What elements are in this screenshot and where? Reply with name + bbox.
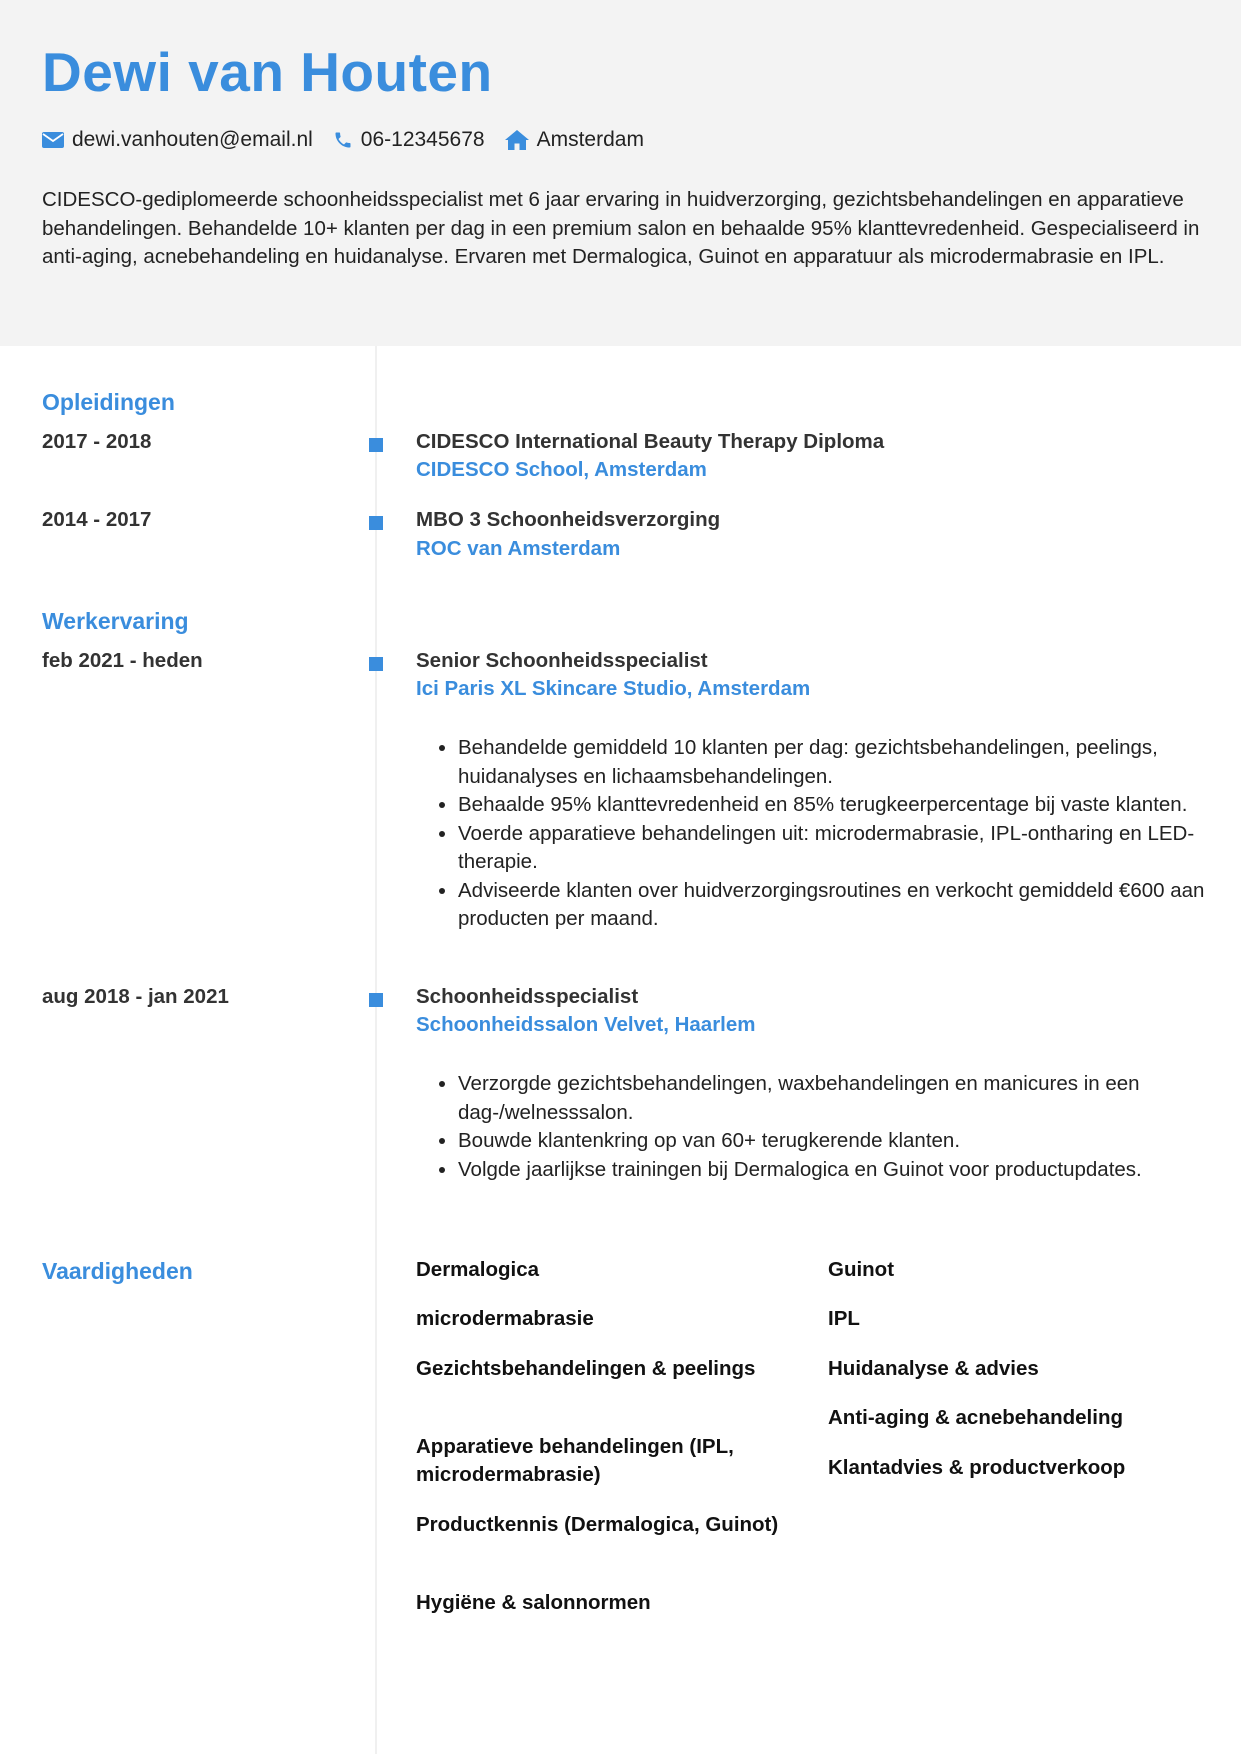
timeline-marker bbox=[369, 438, 383, 452]
bullet-item: • Verzorgde gezichtsbehandelingen, waxbehandelingen en manicures in een dag-/welnesssalon. bbox=[458, 1070, 1238, 1127]
timeline-marker bbox=[369, 993, 383, 1007]
email-text: dewi.vanhouten@email.nl bbox=[72, 128, 313, 151]
phone-text: 06-12345678 bbox=[360, 128, 485, 151]
skill-item: Guinot bbox=[828, 1258, 895, 1281]
education-title: MBO 3 Schoonheidsverzorging bbox=[416, 508, 721, 531]
timeline-divider bbox=[375, 346, 377, 1754]
job-title: Senior Schoonheidsspecialist bbox=[416, 649, 708, 672]
bullet-item: • Voerde apparatieve behandelingen uit: microdermabrasie, IPL-ontharing en LED-therapie. bbox=[458, 820, 1238, 877]
skill-item: Anti-aging & acnebehandeling bbox=[828, 1406, 1123, 1429]
timeline-marker bbox=[369, 516, 383, 530]
section-title-experience: Werkervaring bbox=[42, 608, 189, 634]
bullet-item: • Volgde jaarlijkse trainingen bij Dermalogica en Guinot voor productupdates. bbox=[458, 1156, 1238, 1185]
contact-city bbox=[505, 128, 644, 152]
job-employer: Ici Paris XL Skincare Studio, Amsterdam bbox=[416, 677, 811, 700]
skill-item: Klantadvies & productverkoop bbox=[828, 1456, 1126, 1479]
contact-info bbox=[42, 128, 664, 152]
bullet-item: • Behandelde gemiddeld 10 klanten per dag: gezichtsbehandelingen, peelings, huidanalyses en lichaamsbehandelingen. bbox=[458, 734, 1238, 791]
job-responsibilities bbox=[416, 734, 1238, 934]
job-date: aug 2018 - jan 2021 bbox=[42, 985, 229, 1008]
skill-item: Dermalogica bbox=[416, 1258, 540, 1281]
skill-item: microdermabrasie bbox=[416, 1307, 594, 1330]
bullet-item: • Bouwde klantenkring op van 60+ terugkerende klanten. bbox=[458, 1127, 1238, 1156]
education-school: ROC van Amsterdam bbox=[416, 537, 621, 560]
profile-summary: CIDESCO-gediplomeerde schoonheidsspecialist met 6 jaar ervaring in huidverzorging, gezichtsbehandelingen en apparatieve behandelingen. Behandelde 10+ klanten per dag in een premium salon en behaalde 95% klanttevredenheid. Gespecialiseerd in anti-aging, acnebehandeling en huidanalyse. Ervaren met Dermalogica, Guinot en apparatuur als microdermabrasie en IPL. bbox=[42, 188, 1200, 268]
skill-item: Apparatieve behandelingen (IPL, microdermabrasie) bbox=[416, 1435, 734, 1486]
bullet-item: • Adviseerde klanten over huidverzorgingsroutines en verkocht gemiddeld €600 aan producten per maand. bbox=[458, 877, 1238, 934]
skill-item: Hygiëne & salonnormen bbox=[416, 1591, 651, 1614]
section-title-education: Opleidingen bbox=[42, 389, 175, 415]
home-icon bbox=[505, 130, 529, 150]
education-date: 2014 - 2017 bbox=[42, 508, 152, 531]
education-date: 2017 - 2018 bbox=[42, 430, 152, 453]
job-responsibilities bbox=[416, 1070, 1238, 1184]
bullet-item: • Behaalde 95% klanttevredenheid en 85% terugkeerpercentage bij vaste klanten. bbox=[458, 791, 1238, 820]
job-employer: Schoonheidssalon Velvet, Haarlem bbox=[416, 1013, 756, 1036]
phone-icon bbox=[333, 130, 353, 150]
envelope-icon bbox=[42, 132, 64, 148]
job-date: feb 2021 - heden bbox=[42, 649, 203, 672]
city-text: Amsterdam bbox=[536, 128, 644, 151]
candidate-name: Dewi van Houten bbox=[42, 41, 493, 103]
skill-item: Huidanalyse & advies bbox=[828, 1357, 1039, 1380]
skill-item: Gezichtsbehandelingen & peelings bbox=[416, 1357, 756, 1380]
skill-item: IPL bbox=[828, 1307, 860, 1330]
education-title: CIDESCO International Beauty Therapy Diploma bbox=[416, 430, 885, 453]
timeline-marker bbox=[369, 657, 383, 671]
contact-email bbox=[42, 128, 313, 152]
education-school: CIDESCO School, Amsterdam bbox=[416, 458, 707, 481]
contact-phone bbox=[333, 128, 485, 152]
section-title-skills: Vaardigheden bbox=[42, 1258, 193, 1284]
skill-item: Productkennis (Dermalogica, Guinot) bbox=[416, 1513, 779, 1536]
header bbox=[0, 0, 1241, 346]
job-title: Schoonheidsspecialist bbox=[416, 985, 639, 1008]
